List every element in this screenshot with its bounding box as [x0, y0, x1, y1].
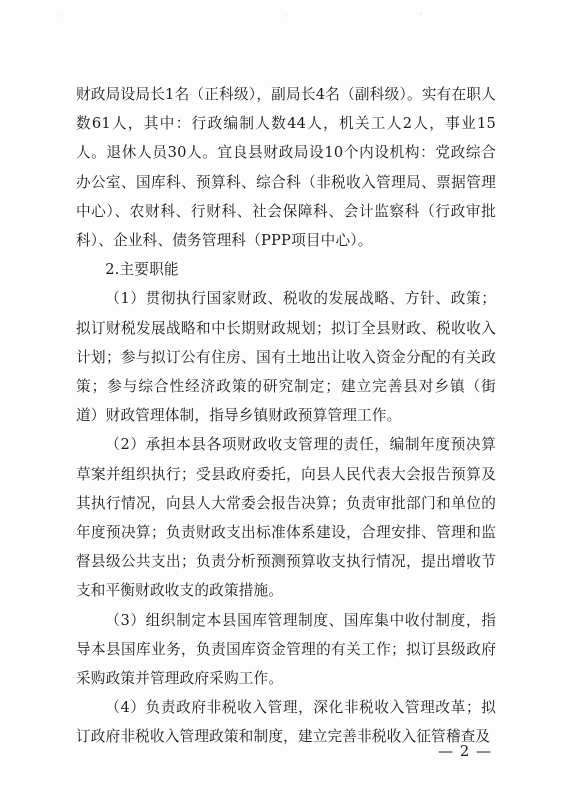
- paragraph-duty-4: （4）负责政府非税收入管理，深化非税收入管理改革；拟订政府非税收入管理政策和制度，建立完善非税收入征管稽查及: [76, 699, 496, 746]
- scan-speck: ˙: [56, 14, 62, 27]
- page-number: — 2 —: [438, 742, 493, 760]
- document-body: [76, 80, 496, 752]
- section-heading: 2.主要职能: [105, 261, 179, 279]
- paragraph-duty-2: （2）承担本县各项财政收支管理的责任，编制年度预决算草案并组织执行；受县政府委托，向县人民代表大会报告预算及其执行情况，向县人大常委会报告决算；负责审批部门和单位的年度预决算；负责财政支出标准体系建设，合理安排、管理和监督县级公共支出；负责分析预测预算收支执行情况，提出增收节支和平衡财政收支的政策措施。: [76, 436, 496, 600]
- paragraph-duty-3: （3）组织制定本县国库管理制度、国库集中收付制度，指导本县国库业务，负责国库资金管理的有关工作；拟订县级政府采购政策并管理政府采购工作。: [76, 611, 496, 688]
- scan-speck: ˙: [283, 14, 289, 27]
- paragraph-intro: 财政局设局长1名（正科级），副局长4名（副科级）。实有在职人数61人，其中：行政编制人数44人，机关工人2人，事业15人。退休人员30人。宜良县财政局设10个内设机构：党政综合办公室、国库科、预算科、综合科（非税收入管理局、票据管理中心）、农财科、行财科、社会保障科、会计监察科（行政审批科）、企业科、债务管理科（PPP项目中心）。: [76, 86, 496, 250]
- scan-speck: ˙: [418, 12, 424, 25]
- paragraph-duty-1: （1）贯彻执行国家财政、税收的发展战略、方针、政策；拟订财税发展战略和中长期财政规划；拟订全县财政、税收收入计划；参与拟订公有住房、国有土地出让收入资金分配的有关政策；参与综合性经济政策的研究制定；建立完善县对乡镇（街道）财政管理体制，指导乡镇财政预算管理工作。: [76, 290, 496, 425]
